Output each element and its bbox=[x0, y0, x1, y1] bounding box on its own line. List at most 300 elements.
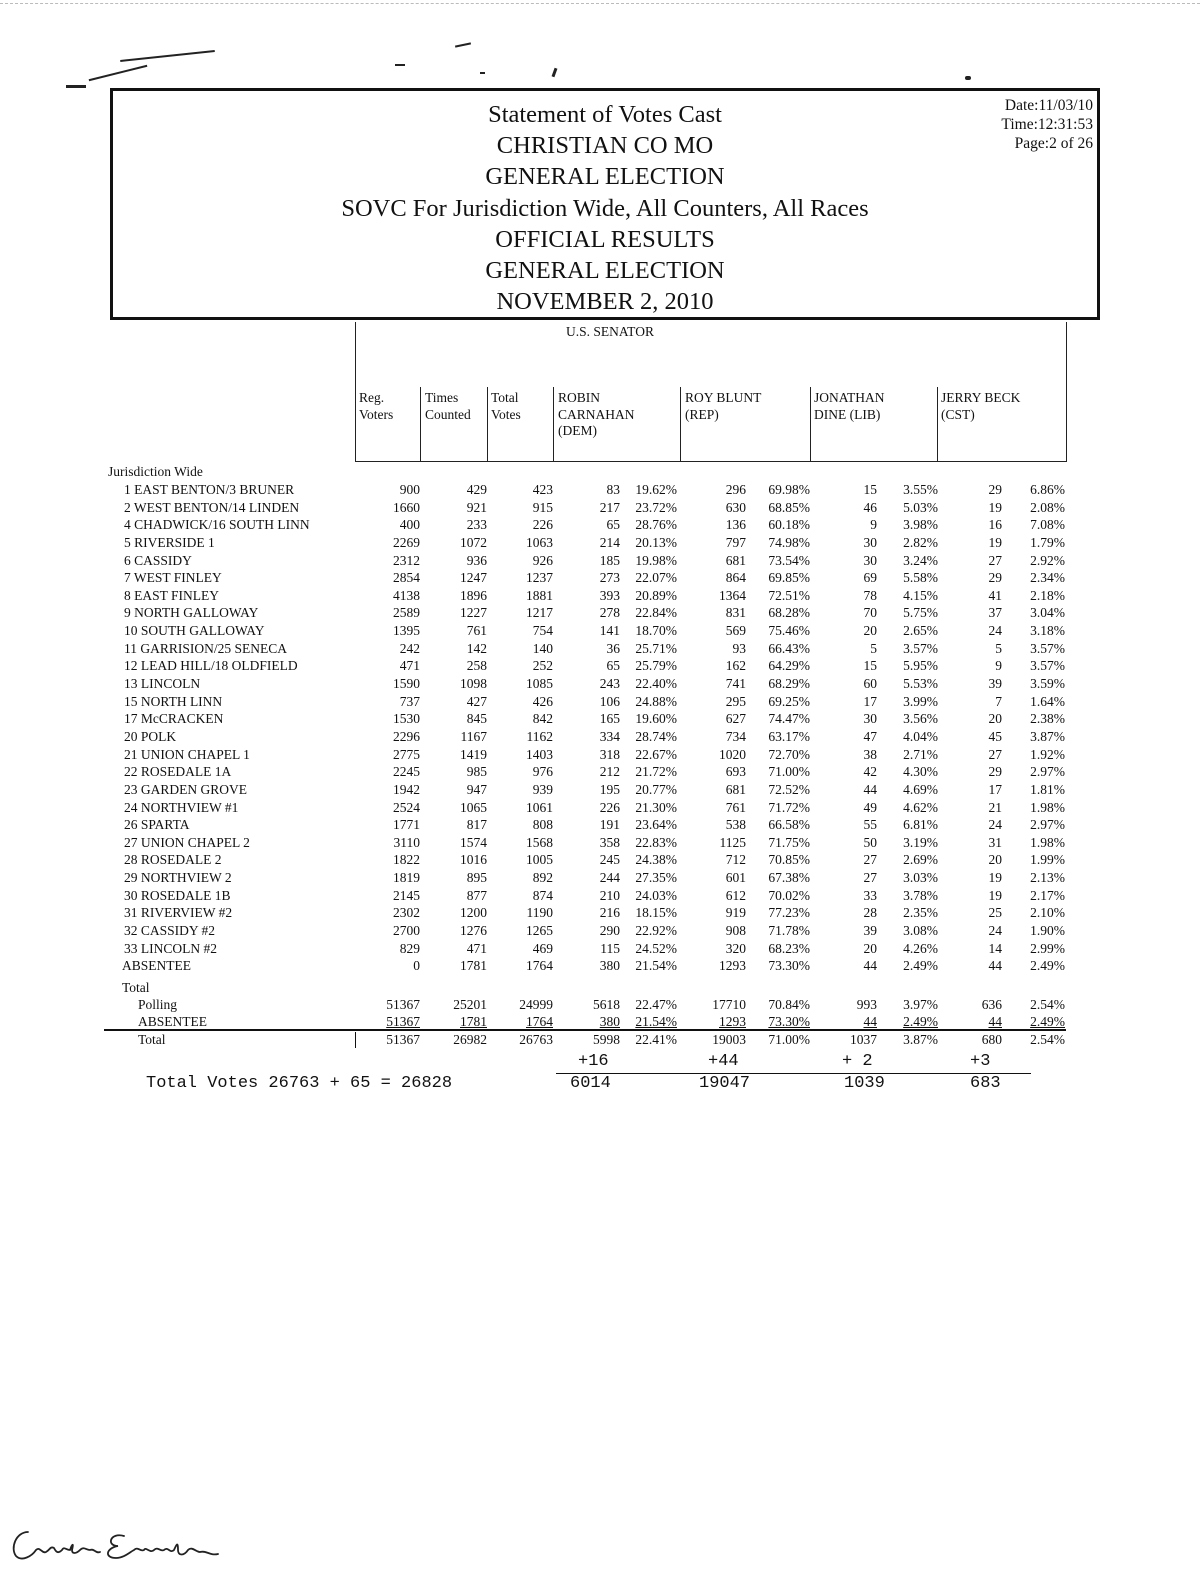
cell-value: 2854 bbox=[393, 570, 420, 586]
cell-value: 2.49% bbox=[903, 1014, 938, 1029]
cell-value: 39 bbox=[863, 923, 877, 938]
precinct-name: 17 McCRACKEN bbox=[124, 711, 224, 727]
cell-value: 693 bbox=[725, 764, 746, 780]
cell-value: 636 bbox=[981, 997, 1002, 1012]
cell-value: 1276 bbox=[460, 923, 487, 938]
cell-value: 4.30% bbox=[903, 764, 938, 780]
cell-value: 2589 bbox=[393, 605, 420, 621]
cell-value: 30 bbox=[863, 552, 877, 568]
total-votes-note: Total Votes 26763 + 65 = 26828 bbox=[146, 1074, 453, 1093]
cell-value: 75.46% bbox=[768, 623, 810, 639]
cell-value: 29 bbox=[988, 482, 1002, 497]
cell-value: 761 bbox=[725, 799, 746, 815]
cell-value: 429 bbox=[466, 482, 487, 497]
cell-value: 5618 bbox=[593, 997, 620, 1012]
election-name: GENERAL ELECTION bbox=[485, 163, 725, 191]
cell-value: 334 bbox=[599, 728, 620, 744]
cell-value: 3.24% bbox=[903, 552, 938, 568]
cell-value: 106 bbox=[599, 693, 620, 709]
cell-value: 1.81% bbox=[1030, 781, 1065, 797]
cell-value: 72.51% bbox=[768, 587, 810, 603]
cell-value: 44 bbox=[988, 958, 1002, 974]
cell-value: 19.98% bbox=[635, 552, 677, 568]
cell-value: 1005 bbox=[526, 852, 553, 868]
cell-value: 1419 bbox=[460, 746, 487, 762]
scan-top-edge bbox=[0, 3, 1200, 4]
cell-value: 2.18% bbox=[1030, 587, 1065, 603]
cell-value: 66.58% bbox=[768, 817, 810, 833]
cell-value: 2.38% bbox=[1030, 711, 1065, 727]
cell-value: 1162 bbox=[526, 728, 553, 744]
cell-value: 19003 bbox=[712, 1032, 746, 1047]
column-beck: JERRY BECK (CST) bbox=[941, 390, 1021, 422]
cell-value: 23.72% bbox=[635, 499, 677, 515]
cell-value: 842 bbox=[532, 711, 553, 727]
cell-value: 44 bbox=[863, 958, 877, 974]
cell-value: 69.85% bbox=[768, 570, 810, 586]
cell-value: 77.23% bbox=[768, 905, 810, 921]
cell-value: 21.72% bbox=[635, 764, 677, 780]
cell-value: 6.81% bbox=[903, 817, 938, 833]
cell-value: 3.57% bbox=[1030, 640, 1065, 656]
cell-value: 877 bbox=[466, 887, 487, 903]
cell-value: 22.40% bbox=[635, 676, 677, 692]
cell-value: 1781 bbox=[460, 1014, 487, 1029]
cell-value: 226 bbox=[599, 799, 620, 815]
cell-value: 24 bbox=[988, 623, 1002, 639]
cell-value: 15 bbox=[863, 658, 877, 674]
cell-value: 226 bbox=[532, 517, 553, 533]
cell-value: 17 bbox=[988, 781, 1002, 797]
cell-value: 74.98% bbox=[768, 534, 810, 550]
cell-value: 73.54% bbox=[768, 552, 810, 568]
cell-value: 14 bbox=[988, 940, 1002, 956]
cell-value: 1293 bbox=[719, 1014, 746, 1029]
cell-value: 17710 bbox=[712, 997, 746, 1012]
cell-value: 233 bbox=[466, 517, 487, 533]
cell-value: 681 bbox=[725, 781, 746, 797]
cell-value: 31 bbox=[988, 834, 1002, 850]
cell-value: 51367 bbox=[386, 1014, 420, 1029]
cell-value: 3.78% bbox=[903, 887, 938, 903]
precinct-name: 22 ROSEDALE 1A bbox=[124, 764, 232, 780]
cell-value: 2145 bbox=[393, 887, 420, 903]
cell-value: 23.64% bbox=[635, 817, 677, 833]
cell-value: 24 bbox=[988, 923, 1002, 938]
cell-value: 1660 bbox=[393, 499, 420, 515]
blunt-adjusted-total: 19047 bbox=[699, 1074, 751, 1093]
cell-value: 5.95% bbox=[903, 658, 938, 674]
report-title-block bbox=[113, 99, 1097, 317]
cell-value: 65 bbox=[606, 658, 620, 674]
cell-value: 26982 bbox=[453, 1032, 487, 1047]
cell-value: 60.18% bbox=[768, 517, 810, 533]
cell-value: 295 bbox=[725, 693, 746, 709]
cell-value: 0 bbox=[413, 958, 420, 974]
cell-value: 1217 bbox=[526, 605, 553, 621]
cell-value: 2700 bbox=[393, 923, 420, 938]
cell-value: 214 bbox=[599, 534, 620, 550]
cell-value: 2.35% bbox=[903, 905, 938, 921]
cell-value: 1590 bbox=[393, 676, 420, 692]
cell-value: 1072 bbox=[460, 534, 487, 550]
report-scope: SOVC For Jurisdiction Wide, All Counters, All Races bbox=[341, 194, 869, 222]
cell-value: 65 bbox=[606, 517, 620, 533]
cell-value: 939 bbox=[532, 781, 553, 797]
column-reg-voters: Reg. Voters bbox=[359, 390, 394, 422]
report-time: Time:12:31:53 bbox=[1001, 116, 1093, 133]
cell-value: 874 bbox=[532, 887, 553, 903]
column-blunt: ROY BLUNT (REP) bbox=[685, 390, 762, 422]
cell-value: 25.79% bbox=[635, 658, 677, 674]
cell-value: 245 bbox=[599, 852, 620, 868]
cell-value: 1265 bbox=[526, 923, 553, 938]
cell-value: 20.89% bbox=[635, 587, 677, 603]
report-date: Date:11/03/10 bbox=[1004, 97, 1093, 114]
cell-value: 28.74% bbox=[635, 728, 677, 744]
precinct-name: ABSENTEE bbox=[122, 958, 191, 974]
report-header-box bbox=[110, 88, 1100, 320]
cell-value: 20 bbox=[988, 711, 1002, 727]
cell-value: 25 bbox=[988, 905, 1002, 921]
cell-value: 243 bbox=[599, 676, 620, 692]
cell-value: 741 bbox=[725, 676, 746, 692]
cell-value: 2.17% bbox=[1030, 887, 1065, 903]
cell-value: 423 bbox=[532, 482, 553, 497]
cell-value: 2.10% bbox=[1030, 905, 1065, 921]
cell-value: 797 bbox=[725, 534, 746, 550]
cell-value: 2269 bbox=[393, 534, 420, 550]
cell-value: 18.70% bbox=[635, 623, 677, 639]
cell-value: 1.98% bbox=[1030, 799, 1065, 815]
cell-value: 69.98% bbox=[768, 482, 810, 497]
cell-value: 612 bbox=[725, 887, 746, 903]
cell-value: 358 bbox=[599, 834, 620, 850]
cell-value: 115 bbox=[600, 940, 620, 956]
cell-value: 21.30% bbox=[635, 799, 677, 815]
cell-value: 2.49% bbox=[1030, 1014, 1065, 1029]
cell-value: 21 bbox=[988, 799, 1002, 815]
cell-value: 50 bbox=[863, 834, 877, 850]
cell-value: 21.54% bbox=[635, 1014, 677, 1029]
cell-value: 2.13% bbox=[1030, 870, 1065, 886]
cell-value: 27 bbox=[988, 746, 1002, 762]
cell-value: 400 bbox=[399, 517, 420, 533]
cell-value: 1881 bbox=[526, 587, 553, 603]
cell-value: 976 bbox=[532, 764, 553, 780]
cell-value: 1.79% bbox=[1030, 534, 1065, 550]
cell-value: 63.17% bbox=[768, 728, 810, 744]
cell-value: 993 bbox=[856, 997, 877, 1012]
cell-value: 1.90% bbox=[1030, 923, 1065, 938]
cell-value: 7 bbox=[995, 693, 1002, 709]
cell-value: 4.69% bbox=[903, 781, 938, 797]
cell-value: 278 bbox=[599, 605, 620, 621]
precinct-name: 6 CASSIDY bbox=[124, 552, 192, 568]
cell-value: 25201 bbox=[453, 997, 487, 1012]
cell-value: 1237 bbox=[526, 570, 553, 586]
cell-value: 20 bbox=[863, 623, 877, 639]
cell-value: 22.92% bbox=[635, 923, 677, 938]
cell-value: 3.57% bbox=[903, 640, 938, 656]
cell-value: 51367 bbox=[386, 997, 420, 1012]
cell-value: 908 bbox=[725, 923, 746, 938]
cell-value: 845 bbox=[466, 711, 487, 727]
cell-value: 28.76% bbox=[635, 517, 677, 533]
cell-value: 1395 bbox=[393, 623, 420, 639]
precinct-name: 7 WEST FINLEY bbox=[124, 570, 222, 586]
cell-value: 22.41% bbox=[635, 1032, 677, 1047]
beck-adjustment: +3 bbox=[970, 1052, 991, 1071]
cell-value: 22.67% bbox=[635, 746, 677, 762]
cell-value: 47 bbox=[863, 728, 877, 744]
cell-value: 895 bbox=[466, 870, 487, 886]
cell-value: 217 bbox=[599, 499, 620, 515]
cell-value: 68.29% bbox=[768, 676, 810, 692]
cell-value: 93 bbox=[732, 640, 746, 656]
cell-value: 44 bbox=[988, 1014, 1002, 1029]
precinct-name: 21 UNION CHAPEL 1 bbox=[124, 746, 250, 762]
cell-value: 1764 bbox=[526, 1014, 553, 1029]
precinct-name: 20 POLK bbox=[124, 728, 177, 744]
precinct-name: Total bbox=[138, 1032, 166, 1047]
cell-value: 39 bbox=[988, 676, 1002, 692]
election-name-2: GENERAL ELECTION bbox=[485, 257, 725, 285]
blunt-adjustment: +44 bbox=[708, 1052, 739, 1071]
cell-value: 817 bbox=[466, 817, 487, 833]
cell-value: 737 bbox=[399, 693, 420, 709]
precinct-name: 13 LINCOLN bbox=[124, 676, 201, 692]
cell-value: 1568 bbox=[526, 834, 553, 850]
cell-value: 24.88% bbox=[635, 693, 677, 709]
cell-value: 71.00% bbox=[768, 764, 810, 780]
cell-value: 22.47% bbox=[635, 997, 677, 1012]
carnahan-adjustment: +16 bbox=[578, 1052, 609, 1071]
cell-value: 2302 bbox=[393, 905, 420, 921]
cell-value: 1227 bbox=[460, 605, 487, 621]
cell-value: 141 bbox=[599, 623, 620, 639]
cell-value: 926 bbox=[532, 552, 553, 568]
cell-value: 20.77% bbox=[635, 781, 677, 797]
cell-value: 24999 bbox=[519, 997, 553, 1012]
cell-value: 2.82% bbox=[903, 534, 938, 550]
total-rule bbox=[104, 1029, 1066, 1031]
beck-adjusted-total: 683 bbox=[970, 1074, 1001, 1093]
cell-value: 754 bbox=[532, 623, 553, 639]
cell-value: 3.87% bbox=[1030, 728, 1065, 744]
cell-value: 72.52% bbox=[768, 781, 810, 797]
cell-value: 1.99% bbox=[1030, 852, 1065, 868]
section-label: Jurisdiction Wide bbox=[108, 464, 203, 479]
cell-value: 185 bbox=[599, 552, 620, 568]
cell-value: 1.64% bbox=[1030, 693, 1065, 709]
cell-value: 3.59% bbox=[1030, 676, 1065, 692]
cell-value: 136 bbox=[725, 517, 746, 533]
cell-value: 915 bbox=[532, 499, 553, 515]
cell-value: 27 bbox=[988, 552, 1002, 568]
cell-value: 4.62% bbox=[903, 799, 938, 815]
cell-value: 37 bbox=[988, 605, 1002, 621]
cell-value: 66.43% bbox=[768, 640, 810, 656]
cell-value: 71.75% bbox=[768, 834, 810, 850]
cell-value: 21.54% bbox=[635, 958, 677, 974]
cell-value: 1530 bbox=[393, 711, 420, 727]
cell-value: 2.08% bbox=[1030, 499, 1065, 515]
cell-value: 3.18% bbox=[1030, 623, 1065, 639]
precinct-name: 29 NORTHVIEW 2 bbox=[124, 870, 232, 886]
cell-value: 4138 bbox=[393, 587, 420, 603]
precinct-name: 8 EAST FINLEY bbox=[124, 587, 220, 603]
cell-value: 24.38% bbox=[635, 852, 677, 868]
cell-value: 195 bbox=[599, 781, 620, 797]
cell-value: 69 bbox=[863, 570, 877, 586]
cell-value: 919 bbox=[725, 905, 746, 921]
cell-value: 33 bbox=[863, 887, 877, 903]
cell-value: 216 bbox=[599, 905, 620, 921]
cell-value: 24 bbox=[988, 817, 1002, 833]
cell-value: 6.86% bbox=[1030, 482, 1065, 497]
cell-value: 74.47% bbox=[768, 711, 810, 727]
cell-value: 601 bbox=[725, 870, 746, 886]
cell-value: 2312 bbox=[393, 552, 420, 568]
precinct-name: 24 NORTHVIEW #1 bbox=[124, 799, 239, 815]
cell-value: 1061 bbox=[526, 799, 553, 815]
cell-value: 68.85% bbox=[768, 499, 810, 515]
column-times-counted: Times Counted bbox=[425, 390, 471, 422]
cell-value: 680 bbox=[981, 1032, 1002, 1047]
cell-value: 24.03% bbox=[635, 887, 677, 903]
cell-value: 985 bbox=[466, 764, 487, 780]
cell-value: 51367 bbox=[386, 1032, 420, 1047]
precinct-name: 31 RIVERVIEW #2 bbox=[124, 905, 233, 921]
cell-value: 4.04% bbox=[903, 728, 938, 744]
cell-value: 27.35% bbox=[635, 870, 677, 886]
cell-value: 3110 bbox=[393, 834, 420, 850]
cell-value: 5998 bbox=[593, 1032, 620, 1047]
cell-value: 1200 bbox=[460, 905, 487, 921]
precinct-name: 12 LEAD HILL/18 OLDFIELD bbox=[124, 658, 298, 674]
cell-value: 20 bbox=[863, 940, 877, 956]
cell-value: 681 bbox=[725, 552, 746, 568]
dine-adjusted-total: 1039 bbox=[844, 1074, 885, 1093]
cell-value: 1085 bbox=[526, 676, 553, 692]
column-dine: JONATHAN DINE (LIB) bbox=[814, 390, 885, 422]
cell-value: 3.56% bbox=[903, 711, 938, 727]
precinct-name: 32 CASSIDY #2 bbox=[124, 923, 216, 938]
cell-value: 25.71% bbox=[635, 640, 677, 656]
cell-value: 142 bbox=[466, 640, 487, 656]
cell-value: 1065 bbox=[460, 799, 487, 815]
cell-value: 290 bbox=[599, 923, 620, 938]
cell-value: 808 bbox=[532, 817, 553, 833]
cell-value: 1037 bbox=[850, 1032, 877, 1047]
cell-value: 3.99% bbox=[903, 693, 938, 709]
cell-value: 3.55% bbox=[903, 482, 938, 497]
election-date: NOVEMBER 2, 2010 bbox=[496, 288, 714, 316]
cell-value: 734 bbox=[725, 728, 746, 744]
precinct-name: 27 UNION CHAPEL 2 bbox=[124, 834, 250, 850]
cell-value: 761 bbox=[466, 623, 487, 639]
cell-value: 471 bbox=[399, 658, 420, 674]
total-rule-tick bbox=[355, 1032, 356, 1048]
cell-value: 1293 bbox=[719, 958, 746, 974]
precinct-name: 11 GARRISION/25 SENECA bbox=[124, 640, 288, 656]
cell-value: 5.75% bbox=[903, 605, 938, 621]
precinct-name: 15 NORTH LINN bbox=[124, 693, 223, 709]
cell-value: 3.19% bbox=[903, 834, 938, 850]
cell-value: 9 bbox=[870, 517, 877, 533]
cell-value: 45 bbox=[988, 728, 1002, 744]
cell-value: 864 bbox=[725, 570, 746, 586]
cell-value: 60 bbox=[863, 676, 877, 692]
precinct-name: 10 SOUTH GALLOWAY bbox=[124, 623, 265, 639]
cell-value: 18.15% bbox=[635, 905, 677, 921]
cell-value: 2.65% bbox=[903, 623, 938, 639]
cell-value: 1125 bbox=[719, 834, 746, 850]
precinct-name: 9 NORTH GALLOWAY bbox=[124, 605, 259, 621]
cell-value: 1364 bbox=[719, 587, 746, 603]
cell-value: 900 bbox=[399, 482, 420, 497]
cell-value: 17 bbox=[863, 693, 877, 709]
cell-value: 630 bbox=[725, 499, 746, 515]
cell-value: 296 bbox=[725, 482, 746, 497]
cell-value: 1574 bbox=[460, 834, 487, 850]
adjustment-rule bbox=[556, 1073, 1031, 1074]
cell-value: 64.29% bbox=[768, 658, 810, 674]
precinct-name: 2 WEST BENTON/14 LINDEN bbox=[124, 499, 300, 515]
column-total-votes: Total Votes bbox=[491, 390, 521, 422]
cell-value: 212 bbox=[599, 764, 620, 780]
cell-value: 36 bbox=[606, 640, 620, 656]
cell-value: 3.08% bbox=[903, 923, 938, 938]
cell-value: 70.85% bbox=[768, 852, 810, 868]
cell-value: 1020 bbox=[719, 746, 746, 762]
cell-value: 15 bbox=[863, 482, 877, 497]
cell-value: 140 bbox=[532, 640, 553, 656]
cell-value: 244 bbox=[599, 870, 620, 886]
report-meta bbox=[1001, 96, 1093, 153]
signature bbox=[6, 1520, 236, 1570]
cell-value: 1.98% bbox=[1030, 834, 1065, 850]
cell-value: 9 bbox=[995, 658, 1002, 674]
precinct-name: 28 ROSEDALE 2 bbox=[124, 852, 222, 868]
cell-value: 165 bbox=[599, 711, 620, 727]
cell-value: 427 bbox=[466, 693, 487, 709]
cell-value: 1098 bbox=[460, 676, 487, 692]
cell-value: 1063 bbox=[526, 534, 553, 550]
cell-value: 1167 bbox=[460, 728, 487, 744]
cell-value: 242 bbox=[399, 640, 420, 656]
cell-value: 30 bbox=[863, 534, 877, 550]
race-title: U.S. SENATOR bbox=[566, 324, 654, 339]
cell-value: 3.04% bbox=[1030, 605, 1065, 621]
cell-value: 191 bbox=[599, 817, 620, 833]
precinct-name: 5 RIVERSIDE 1 bbox=[124, 534, 215, 550]
cell-value: 2.49% bbox=[1030, 958, 1065, 974]
cell-value: 4.26% bbox=[903, 940, 938, 956]
cell-value: 30 bbox=[863, 711, 877, 727]
cell-value: 27 bbox=[863, 870, 877, 886]
precinct-name: 30 ROSEDALE 1B bbox=[124, 887, 231, 903]
cell-value: 70.02% bbox=[768, 887, 810, 903]
cell-value: 19 bbox=[988, 870, 1002, 886]
cell-value: 538 bbox=[725, 817, 746, 833]
cell-value: 831 bbox=[725, 605, 746, 621]
cell-value: 46 bbox=[863, 499, 877, 515]
cell-value: 83 bbox=[606, 482, 620, 497]
cell-value: 42 bbox=[863, 764, 877, 780]
cell-value: 2.97% bbox=[1030, 764, 1065, 780]
